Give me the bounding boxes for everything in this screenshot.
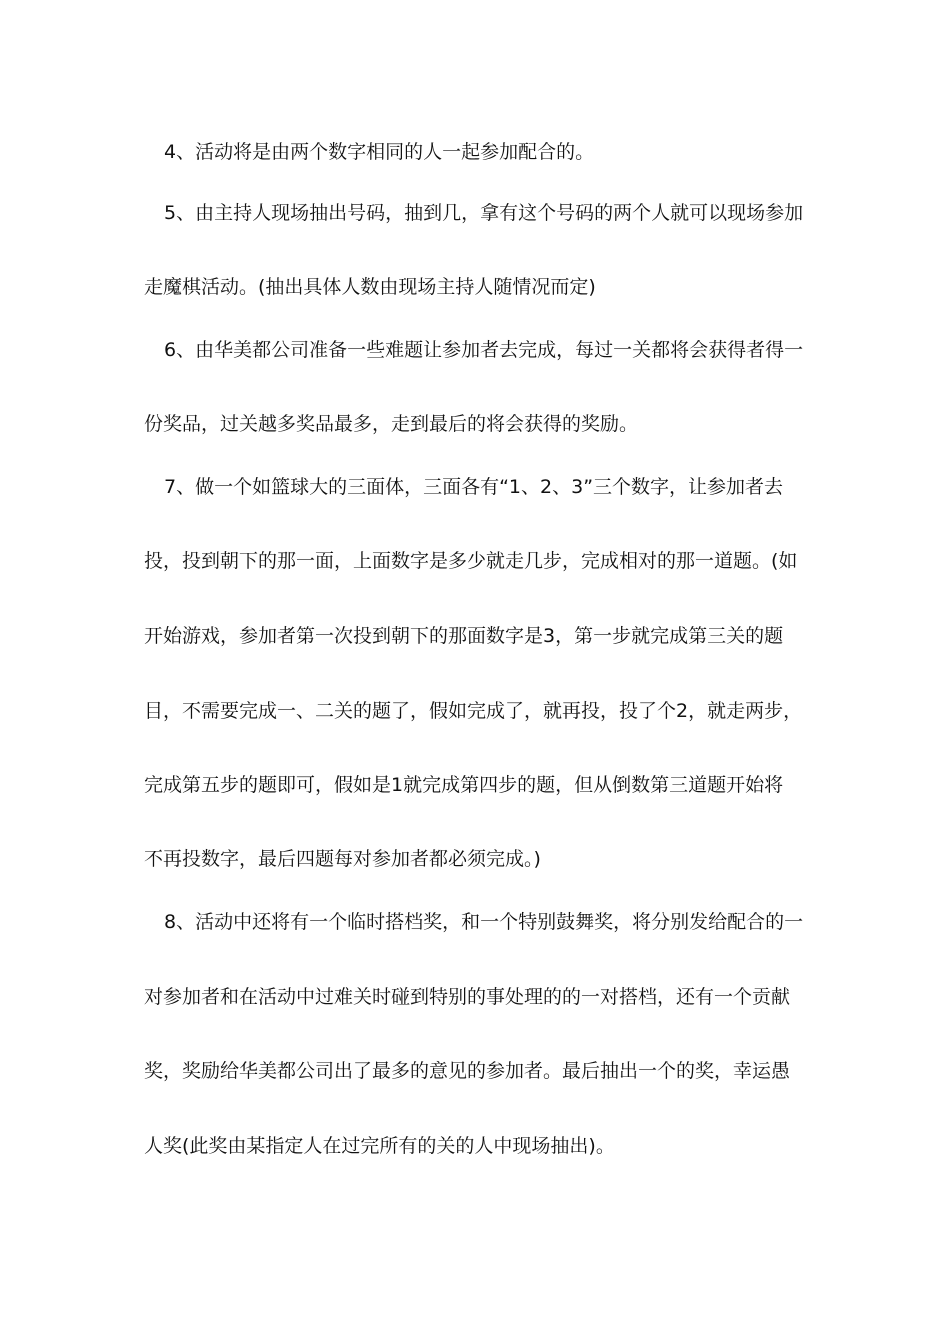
line-item-7-cont-2: 开始游戏，参加者第一次投到朝下的那面数字是3，第一步就完成第三关的题 [144, 625, 784, 647]
line-item-4: 4、活动将是由两个数字相同的人一起参加配合的。 [164, 141, 595, 163]
line-item-5-cont: 走魔棋活动。(抽出具体人数由现场主持人随情况而定) [144, 276, 596, 298]
line-item-5: 5、由主持人现场抽出号码，抽到几，拿有这个号码的两个人就可以现场参加 [164, 202, 804, 224]
line-item-7-cont-4: 完成第五步的题即可，假如是1就完成第四步的题，但从倒数第三道题开始将 [144, 774, 784, 796]
line-item-7-cont-3: 目，不需要完成一、二关的题了，假如完成了，就再投，投了个2，就走两步， [144, 700, 803, 722]
line-item-8-cont-2: 奖，奖励给华美都公司出了最多的意见的参加者。最后抽出一个的奖，幸运愚 [144, 1060, 791, 1082]
line-item-6-cont: 份奖品，过关越多奖品最多，走到最后的将会获得的奖励。 [144, 413, 639, 435]
line-item-7: 7、做一个如篮球大的三面体，三面各有“1、2、3”三个数字，让参加者去 [164, 476, 784, 498]
line-item-6: 6、由华美都公司准备一些难题让参加者去完成，每过一关都将会获得者得一 [164, 339, 804, 361]
line-item-8-cont-1: 对参加者和在活动中过难关时碰到特别的事处理的的一对搭档，还有一个贡献 [144, 986, 791, 1008]
line-item-7-cont-5: 不再投数字，最后四题每对参加者都必须完成。) [144, 848, 541, 870]
line-item-7-cont-1: 投，投到朝下的那一面，上面数字是多少就走几步，完成相对的那一道题。(如 [144, 550, 798, 572]
line-item-8-cont-3: 人奖(此奖由某指定人在过完所有的关的人中现场抽出)。 [144, 1135, 615, 1157]
line-item-8: 8、活动中还将有一个临时搭档奖，和一个特别鼓舞奖，将分别发给配合的一 [164, 911, 804, 933]
